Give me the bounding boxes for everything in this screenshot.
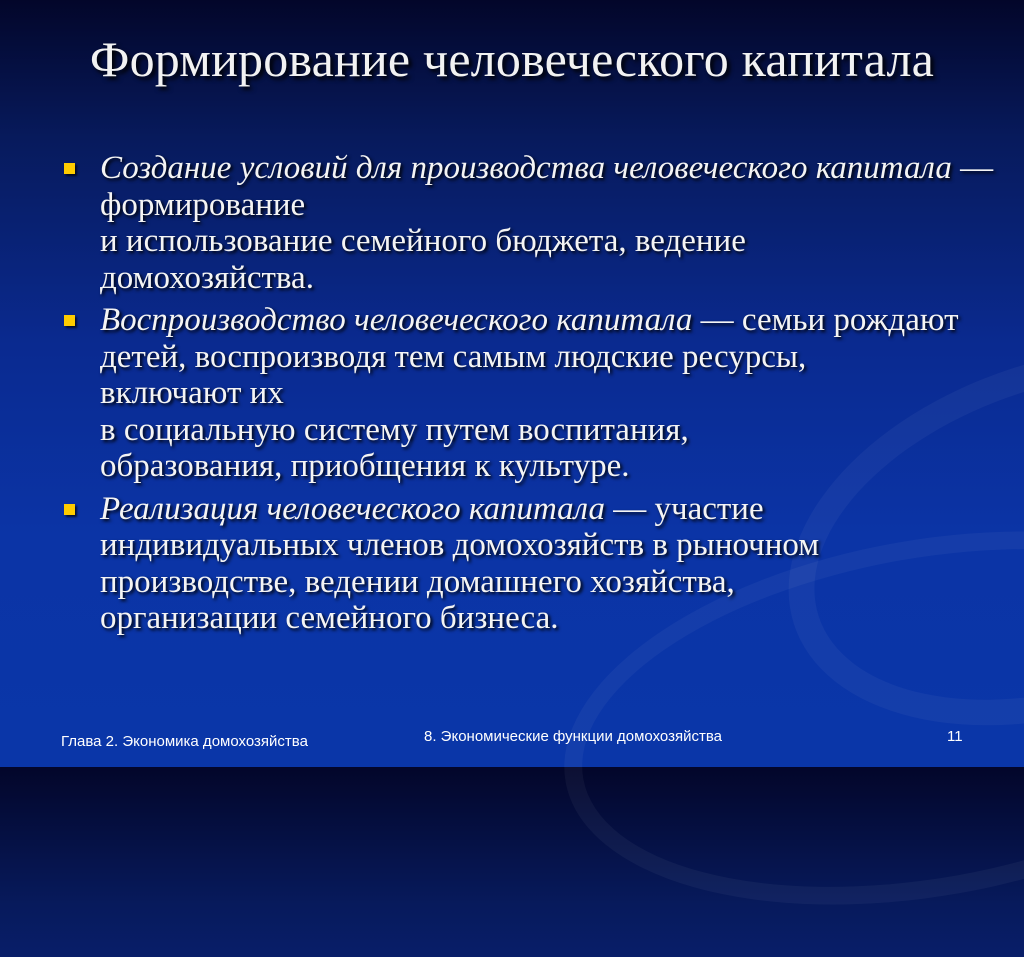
bullet-text: — участие bbox=[604, 490, 764, 527]
square-bullet-icon bbox=[64, 163, 75, 174]
bullet-text-line: включают их bbox=[100, 375, 284, 411]
bullet-term: Воспроизводство человеческого капитала bbox=[100, 302, 693, 338]
bullet-item bbox=[60, 150, 1010, 296]
bullet-text-line: детей, воспроизводя тем самым людские ресурсы, bbox=[100, 338, 807, 375]
bullet-text: — bbox=[951, 150, 994, 186]
bullet-text: — семьи рождают bbox=[692, 302, 959, 338]
bullet-text-line: формирование bbox=[100, 186, 306, 223]
slide-number: 11 bbox=[947, 728, 963, 745]
bullet-text-line: образования, приобщения к культуре. bbox=[100, 448, 630, 484]
bullet-text-line: индивидуальных членов домохозяйств в рыночном bbox=[100, 527, 820, 563]
bullet-text-line: в социальную систему путем воспитания, bbox=[100, 411, 689, 448]
slide-title: Формирование человеческого капитала bbox=[89, 31, 935, 87]
bullet-text-line: и использование семейного бюджета, ведение bbox=[100, 223, 746, 259]
square-bullet-icon bbox=[64, 504, 75, 515]
square-bullet-icon bbox=[64, 315, 75, 326]
bullet-item bbox=[60, 491, 1010, 637]
bullet-list bbox=[60, 150, 1010, 643]
bullet-text-line: домохозяйства. bbox=[100, 259, 314, 296]
bullet-text-line: производстве, ведении домашнего хозяйства, bbox=[100, 563, 735, 600]
bullet-term: Реализация человеческого капитала bbox=[100, 490, 605, 527]
bullet-text-line: организации семейного бизнеса. bbox=[100, 600, 559, 636]
footer-chapter: Глава 2. Экономика домохозяйства bbox=[61, 733, 308, 750]
bullet-term: Создание условий для производства человеческого капитала bbox=[100, 150, 952, 186]
bullet-item bbox=[60, 302, 1010, 485]
footer-section: 8. Экономические функции домохозяйства bbox=[424, 728, 722, 745]
